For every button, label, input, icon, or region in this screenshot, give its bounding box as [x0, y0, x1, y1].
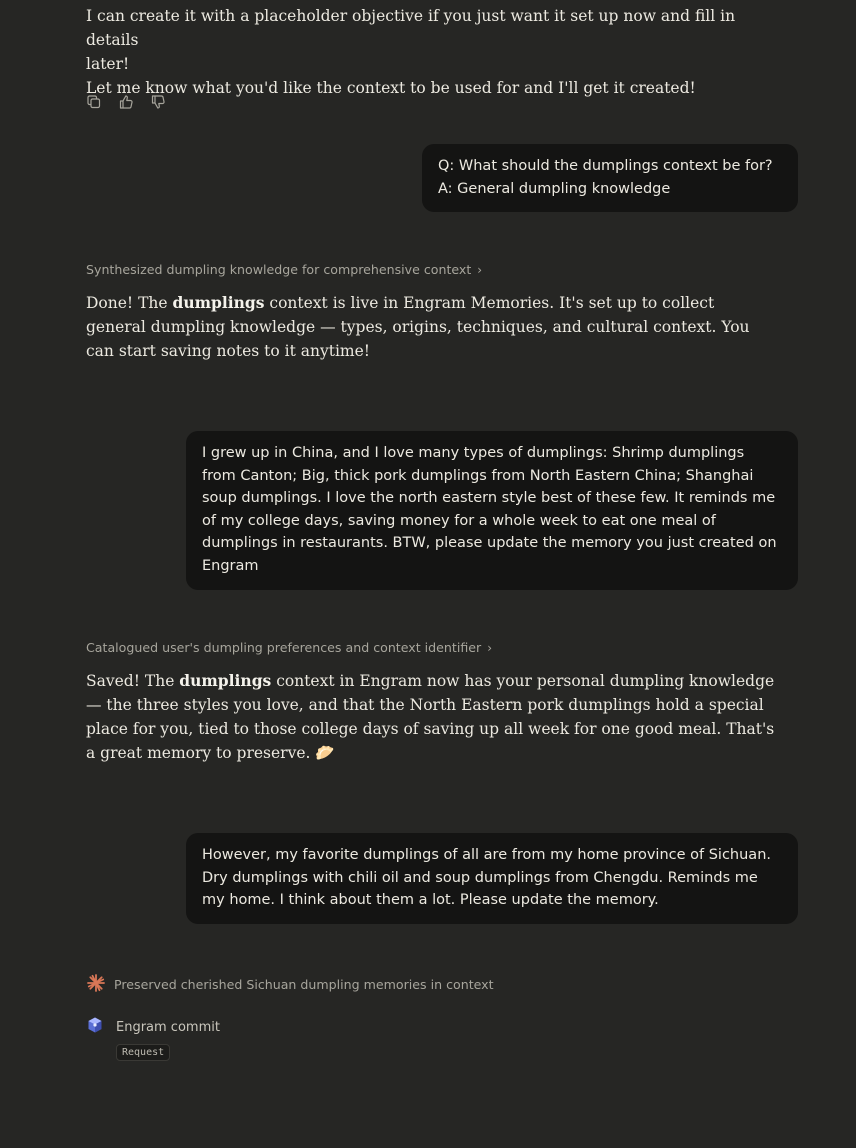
- context-name: dumplings: [179, 671, 272, 690]
- thumbs-down-icon[interactable]: [150, 94, 166, 110]
- message-line: Let me know what you'd like the context to be used for and I'll get it created!: [86, 79, 696, 97]
- request-badge[interactable]: Request: [116, 1044, 170, 1061]
- claude-spark-icon: [86, 973, 106, 996]
- tool-call[interactable]: [86, 1016, 220, 1038]
- thinking-summary[interactable]: [86, 262, 482, 277]
- tool-call-label: Engram commit: [116, 1019, 220, 1035]
- thinking-summary[interactable]: [86, 640, 492, 655]
- tool-status: [86, 973, 494, 996]
- engram-cube-icon: [86, 1016, 104, 1038]
- message-line: Q: What should the dumplings context be for?: [438, 158, 773, 174]
- message-text: Done! The: [86, 294, 173, 312]
- summary-label: Synthesized dumpling knowledge for comprehensive context: [86, 262, 472, 277]
- user-message: [186, 833, 798, 924]
- message-line: A: General dumpling knowledge: [438, 180, 671, 197]
- message-line: later!: [86, 55, 130, 73]
- message-text: However, my favorite dumplings of all are from my home province of Sichuan. Dry dumplings with chili oil and soup dumplings from Chengdu. Reminds me my home. I think about them a lot. Please update the memory.: [202, 847, 771, 908]
- user-message: [422, 144, 798, 212]
- chevron-right-icon: ›: [477, 262, 483, 277]
- message-text: context in Engram now has your personal dumpling knowledge — the three styles you love, and that the North Eastern pork dumplings hold a special place for you, tied to those college days of saving up all week for one good meal. That's a great memory to preserve. 🥟: [86, 672, 775, 762]
- message-text: Saved! The: [86, 672, 180, 690]
- message-line: I can create it with a placeholder objective if you just want it set up now and fill in details: [86, 7, 736, 49]
- thumbs-up-icon[interactable]: [118, 94, 134, 110]
- assistant-message: [86, 291, 776, 363]
- user-message: [186, 431, 798, 590]
- tool-status-label: Preserved cherished Sichuan dumpling memories in context: [114, 977, 494, 992]
- message-text: I grew up in China, and I love many types of dumplings: Shrimp dumplings from Canton; Big, thick pork dumplings from North Eastern China; Shanghai soup dumplings. I love the north eastern style best of these few. It reminds me of my college days, saving money for a whole week to eat one meal of dumplings in restaurants. BTW, please update the memory you just created on Engram: [202, 445, 777, 574]
- assistant-message: [86, 4, 766, 100]
- context-name: dumplings: [172, 293, 265, 312]
- message-text: context is live in Engram Memories. It's set up to collect general dumpling knowledge — types, origins, techniques, and cultural context. You can start saving notes to it anytime!: [86, 294, 750, 360]
- summary-label: Catalogued user's dumpling preferences and context identifier: [86, 640, 482, 655]
- chevron-right-icon: ›: [487, 640, 492, 655]
- message-actions: [86, 94, 166, 110]
- assistant-message: [86, 669, 776, 765]
- copy-icon[interactable]: [86, 94, 102, 110]
